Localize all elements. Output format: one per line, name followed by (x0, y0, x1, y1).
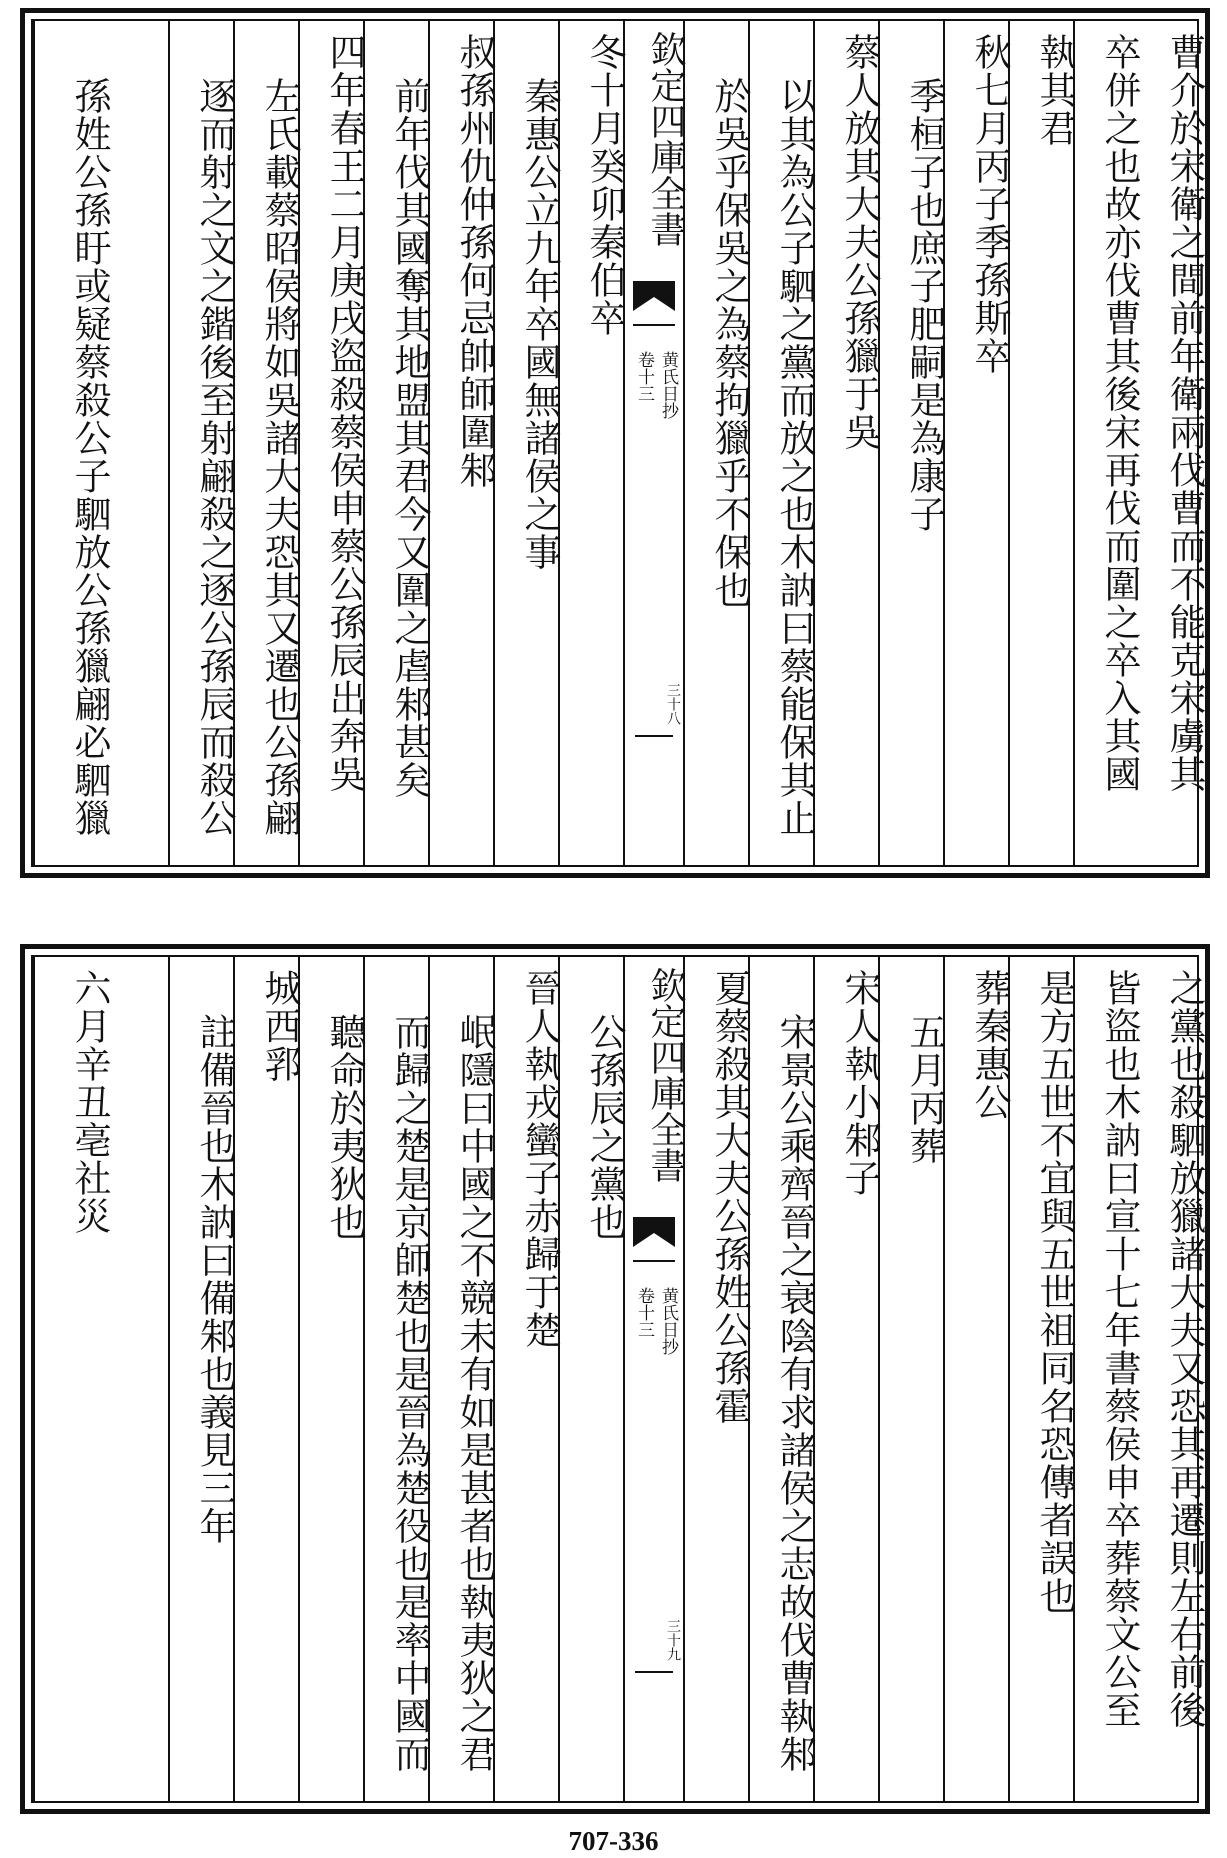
column-text: 聽命於夷狄也 (323, 1013, 366, 1241)
column-text: 以其為公子駟之黨而放之也木訥曰蔡能保其止 (773, 77, 816, 837)
center-header (623, 21, 686, 865)
text-column (298, 957, 366, 1801)
column-text: 之黨也殺駟放獵諸大夫又恐其再遷則左右前後 (1163, 969, 1206, 1729)
volume-label: 卷十三 (634, 1287, 654, 1338)
column-text: 五月丙葬 (903, 1013, 946, 1165)
column-text: 逐而射之文之鍇後至射翩殺之逐公孫辰而殺公 (193, 77, 236, 837)
column-text: 宋景公乘齊晉之衰陰有求諸侯之志故伐曹執邾 (773, 1013, 816, 1773)
column-text: 孫姓公孫盱或疑蔡殺公子駟放公孫獵翩必駟獵 (68, 77, 111, 837)
top-page (20, 8, 1210, 878)
page-number-rule (635, 735, 673, 737)
bottom-page (20, 944, 1210, 1814)
text-column (233, 957, 301, 1801)
column-text: 皆盜也木訥曰宣十七年書蔡侯申卒葬蔡文公至 (1098, 969, 1141, 1729)
column-text: 前年伐其國奪其地盟其君今又圍之虐邾甚矣 (388, 77, 431, 799)
column-text: 四年春王二月庚戌盜殺蔡侯申蔡公孫辰出奔吳 (323, 33, 366, 793)
text-column (943, 957, 1011, 1801)
text-column (1138, 21, 1206, 865)
column-text: 執其君 (1033, 33, 1076, 147)
text-column (428, 957, 496, 1801)
text-column (813, 21, 881, 865)
text-column (168, 957, 236, 1801)
column-text: 秦惠公立九年卒國無諸侯之事 (518, 77, 561, 571)
text-column (168, 21, 236, 865)
page-number: 三十八 (665, 683, 681, 725)
column-text: 而歸之楚是京師楚也是晉為楚役也是率中國而 (388, 1013, 431, 1773)
source-title: 黄氏日抄 (658, 1287, 678, 1355)
column-text: 是方五世不宜與五世祖同名恐傳者誤也 (1033, 969, 1076, 1615)
column-text: 城西郛 (258, 969, 301, 1083)
column-text: 六月辛丑亳社災 (68, 969, 111, 1235)
column-text: 宋人執小邾子 (838, 969, 881, 1197)
page-number: 三十九 (665, 1619, 681, 1661)
column-text: 晉人執戎蠻子赤歸于楚 (518, 969, 561, 1349)
text-column (33, 21, 168, 865)
column-text: 公孫辰之黨也 (583, 1013, 626, 1241)
text-column (683, 957, 751, 1801)
fish-tail-mark (633, 1217, 675, 1263)
column-text: 曹介於宋衛之間前年衛兩伐曹而不能克宋虜其 (1163, 33, 1206, 793)
text-column (878, 957, 946, 1801)
column-text: 卒併之也故亦伐曹其後宋再伐而圍之卒入其國 (1098, 33, 1141, 793)
column-text: 葬秦惠公 (968, 969, 1011, 1121)
text-column (298, 21, 366, 865)
column-text: 夏蔡殺其大夫公孫姓公孫霍 (708, 969, 751, 1425)
page-number-rule (635, 1671, 673, 1673)
column-text: 蔡人放其大夫公孫獵于吳 (838, 33, 881, 451)
column-text: 秋七月丙子季孫斯卒 (968, 33, 1011, 375)
catalog-number: 707-336 (568, 1826, 659, 1856)
source-title: 黄氏日抄 (658, 351, 678, 419)
text-column (493, 21, 561, 865)
text-column (813, 957, 881, 1801)
center-header (623, 957, 686, 1801)
bottom-page-frame (31, 955, 1206, 1803)
column-text: 左氏載蔡昭侯將如吳諸大夫恐其又遷也公孫翩 (258, 77, 301, 837)
text-column (558, 21, 626, 865)
column-text: 註備晉也木訥曰備邾也義見三年 (193, 1013, 236, 1545)
text-column (363, 21, 431, 865)
column-text: 岷隱曰中國之不競未有如是甚者也執夷狄之君 (453, 1013, 496, 1773)
text-column (1008, 21, 1076, 865)
column-text: 於吳乎保吳之為蔡拘獵乎不保也 (708, 77, 751, 609)
text-column (363, 957, 431, 1801)
text-column (33, 957, 168, 1801)
fish-tail-mark (633, 281, 675, 327)
column-text: 冬十月癸卯秦伯卒 (583, 33, 626, 337)
text-column (878, 21, 946, 865)
column-text: 叔孫州仇仲孫何忌帥師圍邾 (453, 33, 496, 489)
text-column (493, 957, 561, 1801)
volume-label: 卷十三 (634, 351, 654, 402)
book-title: 欽定四庫全書 (645, 31, 686, 247)
text-column (1073, 957, 1141, 1801)
text-column (748, 957, 816, 1801)
column-text: 季桓子也庶子肥嗣是為康子 (903, 77, 946, 533)
text-column (1008, 957, 1076, 1801)
text-column (748, 21, 816, 865)
text-column (233, 21, 301, 865)
text-column (558, 957, 626, 1801)
text-column (683, 21, 751, 865)
top-page-frame (31, 19, 1206, 867)
text-column (428, 21, 496, 865)
text-column (1073, 21, 1141, 865)
book-title: 欽定四庫全書 (645, 967, 686, 1183)
text-column (1138, 957, 1206, 1801)
text-column (943, 21, 1011, 865)
